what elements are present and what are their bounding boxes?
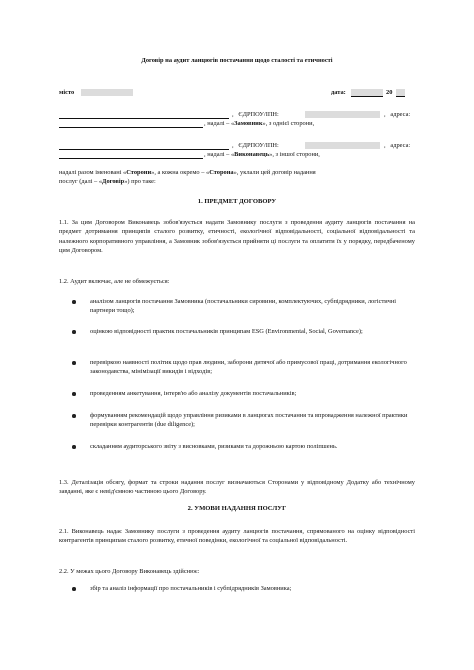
bullet-icon [72,330,76,334]
document-title: Договір на аудит ланцюгів постачання щодо сталості та етичності [141,57,333,64]
party1-edrpou-field[interactable] [305,111,380,121]
party1-address-field[interactable] [59,120,203,131]
bullet-item-2: оцінкою відповідності практик постачальників принципам ESG (Environmental, Social, Governance); [90,328,363,335]
party1-edrpou-label: , ЄДРПОУ/ІПН: [232,111,279,118]
bullet-icon [72,445,76,449]
section-2-heading: 2. УМОВИ НАДАННЯ ПОСЛУГ [187,505,287,512]
paragraph-1-1: 1.1. За цим Договором Виконавець зобов'язується надати Замовнику послуги з проведення аудиту ланцюгів постачання на предмет дотримання принципів сталого розвитку, етичності, екологічної відповідальності, соціальної відповідальності та належного корпоративного управління, а Замовник зобов'язується прийняти ці послуги та оплатити їх у порядку, передбаченому цим Договором. [59,219,415,254]
paragraph-1-2: 1.2. Аудит включає, але не обмежується: [59,278,170,285]
bullet-icon [72,361,76,365]
paragraph-2-1: 2.1. Виконавець надає Замовнику послуги з проведення аудиту ланцюгів постачання, спрямованого на оцінку відповідності контрагентів принципам сталого розвитку, етичної поведінки, екологічної та соціальної відповідальності. [59,528,415,545]
bullet-item-6: складанням аудиторського звіту з висновками, ризиками та дорожньою картою поліпшень. [90,443,338,450]
date-field[interactable] [351,89,383,100]
party2-address-field[interactable] [59,151,203,162]
city-label: місто [59,89,75,96]
bullet-item-1: аналізом ланцюгів постачання Замовника (постачальники сировини, комплектуючих, субпідрядники, логістичні партнери тощо); [90,298,397,315]
bullet-icon [72,587,76,591]
preamble-line2: послуг (далі – «Договір») про таке: [59,178,156,185]
preamble-line1: надалі разом іменовані «Сторони», а кожна окремо – «Сторона», уклали цей договір надання [59,169,316,176]
party2-address-label: , адреса: [384,142,411,149]
bullet-item-5: формуванням рекомендацій щодо управління ризиками в ланцюгах постачання та впровадження належної практики перевірки контрагентів (due diligence); [90,412,408,429]
party2-role: , надалі – «Виконавець», з іншої сторони, [204,151,320,158]
bullet-icon [72,392,76,396]
bullet-item-3: перевіркою наявності політик щодо прав людини, заборони дитячої або примусової праці, дотримання екологічного законодавства, мінімізації викидів і відходів; [90,359,407,376]
year-field[interactable] [396,89,405,100]
section-1-heading: 1. ПРЕДМЕТ ДОГОВОРУ [197,198,277,205]
date-label: дата: [331,89,346,96]
bullet-icon [72,414,76,418]
city-field[interactable] [81,89,133,99]
party1-address-label: , адреса: [384,111,411,118]
paragraph-1-3: 1.3. Деталізація обсягу, формат та строки надання послуг визначаються Сторонами у відповідному Додатку або технічному завданні, яке є невід'ємною частиною цього Договору. [59,479,415,496]
party1-role: , надалі – «Замовник», з однієї сторони, [204,120,315,127]
paragraph-2-2: 2.2. У межах цього Договору Виконавець здійснює: [59,568,200,575]
date-year: 20 [386,89,393,96]
bullet-item-4: проведенням анкетування, інтерв'ю або аналізу документів постачальників; [90,390,297,397]
party2-edrpou-label: , ЄДРПОУ/ІПН: [232,142,279,149]
bullet-icon [72,300,76,304]
bullet2-item-1: збір та аналіз інформації про постачальників і субпідрядників Замовника; [90,585,292,592]
